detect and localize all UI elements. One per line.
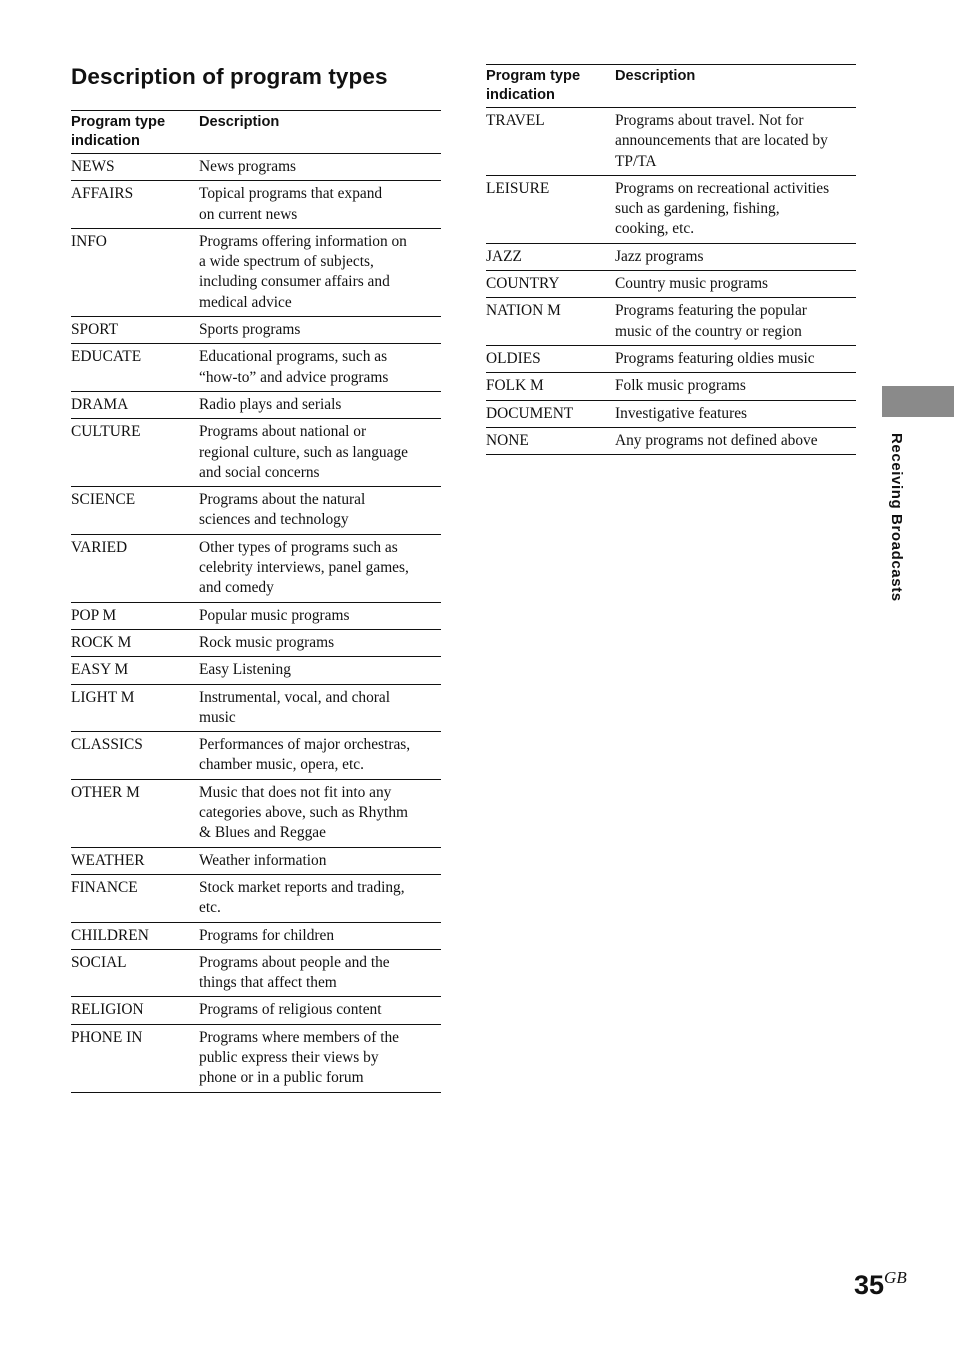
- description-cell: [199, 657, 441, 684]
- description-cell: [199, 629, 441, 656]
- description-cell: [199, 602, 441, 629]
- description-cell: [199, 874, 441, 922]
- description-cell: [199, 419, 441, 487]
- description-line: Programs where members of the: [199, 1028, 400, 1046]
- program-type-cell: NONE: [486, 427, 615, 454]
- program-type-cell: COUNTRY: [486, 271, 615, 298]
- description-line: Programs about travel. Not for: [615, 112, 804, 129]
- program-type-cell: SCIENCE: [71, 487, 199, 535]
- program-type-cell: SPORT: [71, 317, 199, 344]
- program-type-cell: INFO: [71, 228, 199, 316]
- description-line: Programs for children: [199, 926, 335, 944]
- header-program-type-label: Program type indication: [71, 114, 166, 149]
- description-cell: [199, 181, 441, 229]
- chapter-tab-marker: [882, 386, 954, 417]
- program-type-cell: CLASSICS: [71, 732, 199, 780]
- program-types-table-right: [486, 64, 856, 455]
- description-cell: [615, 345, 856, 372]
- description-line: phone or in a public forum: [199, 1069, 364, 1087]
- program-type-cell: ROCK M: [71, 629, 199, 656]
- description-cell: [199, 732, 441, 780]
- description-cell: [199, 779, 441, 847]
- description-cell: [615, 175, 856, 243]
- description-cell: [615, 271, 856, 298]
- table-row: [71, 779, 441, 847]
- table-row: [71, 534, 441, 602]
- header-program-type-label: Program type indication: [486, 68, 581, 103]
- table-row: [71, 391, 441, 418]
- table-row: [486, 243, 856, 270]
- program-type-cell: TRAVEL: [486, 108, 615, 176]
- description-cell: [199, 391, 441, 418]
- program-type-cell: PHONE IN: [71, 1024, 199, 1092]
- program-type-cell: RELIGION: [71, 997, 199, 1024]
- table-row: [486, 271, 856, 298]
- program-type-cell: OTHER M: [71, 779, 199, 847]
- description-line: Programs about people and the: [199, 953, 390, 971]
- description-line: Folk music programs: [615, 377, 746, 395]
- description-line: public express their views by: [199, 1048, 379, 1066]
- table-row: [486, 427, 856, 454]
- program-type-cell: WEATHER: [71, 847, 199, 874]
- program-type-cell: FOLK M: [486, 373, 615, 400]
- description-line: Any programs not defined above: [615, 431, 818, 449]
- description-cell: [615, 427, 856, 454]
- description-line: Jazz programs: [615, 247, 704, 265]
- description-line: Weather information: [199, 851, 327, 869]
- description-line: celebrity interviews, panel games,: [199, 559, 409, 577]
- description-cell: [199, 487, 441, 535]
- section-title: Description of program types: [71, 64, 388, 89]
- description-line: Programs featuring the popular: [615, 302, 807, 320]
- description-cell: [199, 534, 441, 602]
- table-header-row: [486, 65, 856, 108]
- description-line: music of the country or region: [615, 322, 802, 340]
- program-type-cell: CHILDREN: [71, 922, 199, 949]
- description-cell: [199, 997, 441, 1024]
- description-line: and social concerns: [199, 463, 320, 481]
- table-row: [71, 847, 441, 874]
- table-row: [71, 154, 441, 181]
- description-line: Popular music programs: [199, 606, 350, 624]
- header-description: Description: [615, 65, 856, 108]
- program-type-cell: CULTURE: [71, 419, 199, 487]
- description-line: Radio plays and serials: [199, 395, 342, 413]
- table-row: [71, 228, 441, 316]
- description-line: sciences and technology: [199, 511, 349, 529]
- program-type-cell: NEWS: [71, 154, 199, 181]
- program-type-cell: JAZZ: [486, 243, 615, 270]
- table-row: [71, 949, 441, 997]
- table-row: [71, 874, 441, 922]
- description-line: Easy Listening: [199, 661, 291, 679]
- description-cell: [199, 344, 441, 392]
- description-line: chamber music, opera, etc.: [199, 756, 364, 774]
- program-type-cell: AFFAIRS: [71, 181, 199, 229]
- table-row: [71, 317, 441, 344]
- description-line: TP/TA: [615, 152, 657, 170]
- program-type-cell: DRAMA: [71, 391, 199, 418]
- description-line: Programs featuring oldies music: [615, 349, 815, 367]
- header-program-type: [486, 65, 615, 108]
- description-cell: [615, 373, 856, 400]
- description-line: Programs about the natural: [199, 491, 366, 509]
- table-row: [486, 373, 856, 400]
- table-row: [486, 298, 856, 346]
- program-type-cell: DOCUMENT: [486, 400, 615, 427]
- description-line: Educational programs, such as: [199, 348, 388, 366]
- description-line: regional culture, such as language: [199, 443, 408, 461]
- chapter-tab-label: Receiving Broadcasts: [888, 433, 905, 602]
- table-row: [71, 602, 441, 629]
- description-line: Topical programs that expand: [199, 185, 383, 203]
- description-cell: [199, 847, 441, 874]
- header-description: Description: [199, 111, 441, 154]
- header-program-type: [71, 111, 199, 154]
- description-cell: [615, 108, 856, 176]
- description-line: Rock music programs: [199, 633, 335, 651]
- description-line: Programs offering information on: [199, 232, 407, 250]
- description-line: & Blues and Reggae: [199, 824, 326, 842]
- description-line: Programs about national or: [199, 423, 367, 441]
- table-row: [71, 1024, 441, 1092]
- description-line: such as gardening, fishing,: [615, 200, 780, 218]
- description-cell: [199, 684, 441, 732]
- table-row: [486, 108, 856, 176]
- description-line: Stock market reports and trading,: [199, 878, 405, 896]
- description-line: medical advice: [199, 293, 292, 311]
- description-cell: [199, 1024, 441, 1092]
- description-line: Sports programs: [199, 321, 301, 339]
- table-row: [71, 684, 441, 732]
- program-type-cell: VARIED: [71, 534, 199, 602]
- description-cell: [199, 228, 441, 316]
- table-row: [71, 181, 441, 229]
- description-cell: [199, 949, 441, 997]
- program-type-cell: LIGHT M: [71, 684, 199, 732]
- table-row: [71, 657, 441, 684]
- table-row: [486, 345, 856, 372]
- description-cell: [199, 154, 441, 181]
- program-type-cell: EASY M: [71, 657, 199, 684]
- description-line: Instrumental, vocal, and choral: [199, 688, 391, 706]
- description-cell: [615, 298, 856, 346]
- table-row: [486, 175, 856, 243]
- description-line: Investigative features: [615, 404, 748, 422]
- description-line: Music that does not fit into any: [199, 783, 392, 801]
- table-row: [71, 732, 441, 780]
- table-row: [71, 487, 441, 535]
- program-type-cell: SOCIAL: [71, 949, 199, 997]
- description-cell: [615, 400, 856, 427]
- table-row: [71, 922, 441, 949]
- description-line: Programs of religious content: [199, 1001, 382, 1019]
- page-number-value: 35: [854, 1270, 885, 1300]
- description-line: a wide spectrum of subjects,: [199, 253, 374, 271]
- description-line: Country music programs: [615, 275, 769, 293]
- table-row: [486, 400, 856, 427]
- page-number: [854, 1268, 907, 1301]
- program-type-cell: EDUCATE: [71, 344, 199, 392]
- page-number-suffix: GB: [884, 1268, 907, 1287]
- program-type-cell: OLDIES: [486, 345, 615, 372]
- program-type-cell: POP M: [71, 602, 199, 629]
- table-row: [71, 344, 441, 392]
- description-line: Programs on recreational activities: [615, 179, 830, 197]
- description-line: categories above, such as Rhythm: [199, 804, 408, 822]
- description-line: News programs: [199, 158, 297, 175]
- description-cell: [199, 922, 441, 949]
- description-line: things that affect them: [199, 974, 337, 992]
- description-line: including consumer affairs and: [199, 273, 390, 291]
- description-cell: [199, 317, 441, 344]
- description-line: Other types of programs such as: [199, 538, 398, 556]
- description-line: Performances of major orchestras,: [199, 736, 411, 754]
- description-line: cooking, etc.: [615, 220, 695, 238]
- program-types-table-left: [71, 110, 441, 1093]
- description-cell: [615, 243, 856, 270]
- table-row: [71, 419, 441, 487]
- description-line: on current news: [199, 205, 298, 223]
- program-type-cell: FINANCE: [71, 874, 199, 922]
- description-line: and comedy: [199, 579, 274, 597]
- table-row: [71, 629, 441, 656]
- description-line: “how-to” and advice programs: [199, 368, 389, 386]
- description-line: music: [199, 708, 236, 726]
- table-header-row: [71, 111, 441, 154]
- program-type-cell: NATION M: [486, 298, 615, 346]
- description-line: announcements that are located by: [615, 132, 828, 150]
- description-line: etc.: [199, 899, 221, 917]
- program-type-cell: LEISURE: [486, 175, 615, 243]
- table-row: [71, 997, 441, 1024]
